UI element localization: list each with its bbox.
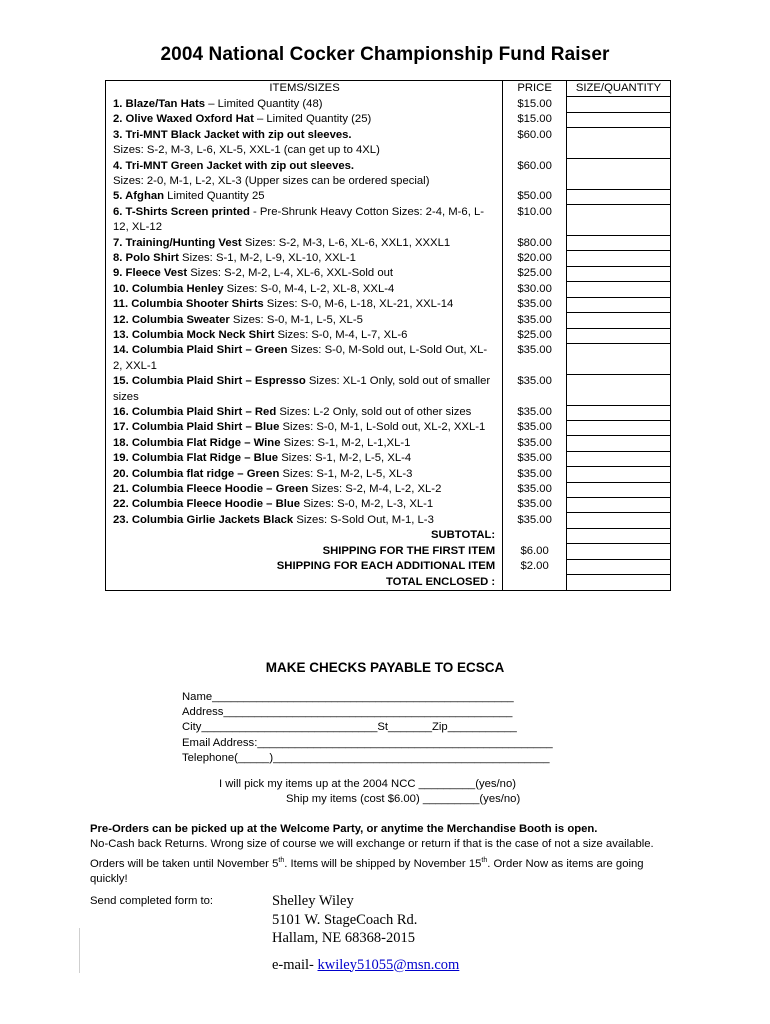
policy-text-3: . Order Now as items are going quickly! <box>90 857 644 885</box>
size-quantity-cell[interactable] <box>567 251 671 266</box>
item-name: 2. Olive Waxed Oxford Hat <box>113 113 254 126</box>
item-name: 3. Tri-MNT Black Jacket with zip out sleeves. <box>113 128 352 141</box>
summary-label: SHIPPING FOR EACH ADDITIONAL ITEM <box>106 559 503 574</box>
item-cell <box>106 313 503 328</box>
item-name: 9. Fleece Vest <box>113 267 188 280</box>
item-detail: Sizes: S-1, M-2, L-5, XL-4 <box>278 452 412 465</box>
item-detail: Sizes: 2-0, M-1, L-2, XL-3 (Upper sizes can be ordered special) <box>113 174 430 187</box>
policy-note <box>90 837 680 887</box>
table-row <box>106 97 671 112</box>
table-row <box>106 420 671 435</box>
size-quantity-cell[interactable] <box>567 436 671 451</box>
item-name: 5. Afghan <box>113 190 165 203</box>
table-header <box>106 81 671 97</box>
item-cell <box>106 128 503 159</box>
send-label: Send completed form to: <box>90 895 214 907</box>
size-quantity-cell[interactable] <box>567 467 671 482</box>
table-row <box>106 128 671 159</box>
item-detail: Sizes: S-1, M-2, L-1,XL-1 <box>280 436 411 449</box>
item-detail: – Limited Quantity (48) <box>205 97 323 110</box>
size-quantity-cell[interactable] <box>567 497 671 512</box>
item-detail: Sizes: S-1, M-2, L-9, XL-10, XXL-1 <box>178 251 356 264</box>
summary-label: SUBTOTAL: <box>106 528 503 543</box>
summary-entry-cell[interactable] <box>567 544 671 559</box>
price-cell: $15.00 <box>503 112 567 127</box>
summary-row <box>106 528 671 543</box>
policy-text-2: . Items will be shipped by November 15 <box>284 857 482 870</box>
summary-entry-cell[interactable] <box>567 528 671 543</box>
price-cell: $35.00 <box>503 297 567 312</box>
item-detail: Sizes: S-2, M-3, L-6, XL-6, XXL1, XXXL1 <box>241 236 451 249</box>
table-row <box>106 159 671 190</box>
item-detail: Sizes: S-2, M-4, L-2, XL-2 <box>308 483 442 496</box>
item-name: 6. T-Shirts Screen printed <box>113 205 250 218</box>
item-name: 23. Columbia Girlie Jackets Black <box>113 513 294 526</box>
table-row <box>106 236 671 251</box>
size-quantity-cell[interactable] <box>567 112 671 127</box>
checks-payable-heading: MAKE CHECKS PAYABLE TO ECSCA <box>265 660 505 675</box>
item-detail: Sizes: XL-1 Only, sold out of smaller sizes <box>113 375 491 403</box>
price-cell: $50.00 <box>503 189 567 204</box>
price-cell: $35.00 <box>503 436 567 451</box>
item-detail: Sizes: S-Sold Out, M-1, L-3 <box>293 513 434 526</box>
item-detail: Sizes: S-1, M-2, L-5, XL-3 <box>279 467 413 480</box>
size-quantity-cell[interactable] <box>567 513 671 528</box>
table-row <box>106 313 671 328</box>
telephone-field[interactable]: Telephone(_____)____________________________________________ <box>182 751 550 764</box>
item-detail: - Pre-Shrunk Heavy Cotton Sizes: 2-4, M-6, L-12, XL-12 <box>113 205 485 234</box>
size-quantity-cell[interactable] <box>567 405 671 420</box>
item-detail: Sizes: S-0, M-2, L-3, XL-1 <box>300 498 434 511</box>
item-detail: Sizes: S-2, M-3, L-6, XL-5, XXL-1 (can get up to 4XL) <box>113 144 380 157</box>
item-detail: Sizes: S-2, M-2, L-4, XL-6, XXL-Sold out <box>187 267 394 280</box>
summary-price <box>503 575 567 591</box>
price-cell: $60.00 <box>503 159 567 190</box>
contact-street: 5101 W. StageCoach Rd. <box>272 911 418 928</box>
contact-email-line <box>272 956 459 975</box>
delivery-options <box>0 777 770 807</box>
order-table <box>105 80 671 591</box>
table-row <box>106 112 671 127</box>
summary-row <box>106 575 671 591</box>
item-detail: Sizes: S-0, M-Sold out, L-Sold Out, XL-2, XXL-1 <box>113 344 488 372</box>
item-name: 19. Columbia Flat Ridge – Blue <box>113 452 279 465</box>
price-cell: $30.00 <box>503 282 567 297</box>
email-link[interactable]: kwiley51055@msn.com <box>317 956 460 973</box>
price-cell: $35.00 <box>503 513 567 528</box>
size-quantity-cell[interactable] <box>567 97 671 112</box>
size-quantity-cell[interactable] <box>567 420 671 435</box>
item-cell <box>106 497 503 512</box>
item-name: 20. Columbia flat ridge – Green <box>113 467 280 480</box>
item-cell <box>106 482 503 497</box>
item-name: 7. Training/Hunting Vest <box>113 236 242 249</box>
table-row <box>106 266 671 281</box>
city-state-zip-field[interactable]: City____________________________St_______Zip___________ <box>182 721 517 734</box>
table-row <box>106 451 671 466</box>
price-cell: $35.00 <box>503 420 567 435</box>
item-cell <box>106 420 503 435</box>
preorder-note: Pre-Orders can be picked up at the Welcome Party, or anytime the Merchandise Booth is open. <box>90 823 598 835</box>
item-detail: Sizes: S-0, M-6, L-18, XL-21, XXL-14 <box>263 298 454 311</box>
item-cell <box>106 343 503 374</box>
table-row <box>106 297 671 312</box>
price-cell: $35.00 <box>503 374 567 405</box>
size-quantity-cell[interactable] <box>567 159 671 190</box>
email-prefix: e-mail- <box>272 956 318 973</box>
item-name: 18. Columbia Flat Ridge – Wine <box>113 436 281 449</box>
price-cell: $35.00 <box>503 405 567 420</box>
item-name: 21. Columbia Fleece Hoodie – Green <box>113 483 309 496</box>
item-cell <box>106 436 503 451</box>
table-row <box>106 436 671 451</box>
page-title: 2004 National Cocker Championship Fund Raiser <box>160 44 610 65</box>
item-cell <box>106 189 503 204</box>
item-detail: Sizes: S-0, M-1, L-Sold out, XL-2, XXL-1 <box>279 421 486 434</box>
item-name: 10. Columbia Henley <box>113 282 224 295</box>
size-quantity-cell[interactable] <box>567 266 671 281</box>
item-cell <box>106 112 503 127</box>
address-field[interactable]: Address______________________________________________ <box>182 706 513 719</box>
item-cell <box>106 282 503 297</box>
table-row <box>106 467 671 482</box>
size-quantity-cell[interactable] <box>567 189 671 204</box>
price-cell: $15.00 <box>503 97 567 112</box>
item-name: 12. Columbia Sweater <box>113 313 230 326</box>
item-name: 22. Columbia Fleece Hoodie – Blue <box>113 498 301 511</box>
item-cell <box>106 405 503 420</box>
table-row <box>106 482 671 497</box>
price-cell: $35.00 <box>503 497 567 512</box>
item-cell <box>106 205 503 236</box>
item-name: 17. Columbia Plaid Shirt – Blue <box>113 421 280 434</box>
item-detail: Limited Quantity 25 <box>164 190 265 203</box>
pickup-option[interactable]: I will pick my items up at the 2004 NCC _________(yes/no) <box>219 778 517 790</box>
item-detail: Sizes: S-0, M-4, L-2, XL-8, XXL-4 <box>223 282 395 295</box>
email-field[interactable]: Email Address:_______________________________________________ <box>182 736 553 749</box>
summary-label: SHIPPING FOR THE FIRST ITEM <box>106 544 503 559</box>
table-row <box>106 497 671 512</box>
price-cell: $60.00 <box>503 128 567 159</box>
item-cell <box>106 266 503 281</box>
size-quantity-cell[interactable] <box>567 328 671 343</box>
price-cell: $35.00 <box>503 343 567 374</box>
price-cell: $20.00 <box>503 251 567 266</box>
policy-sup-2: th <box>481 856 488 864</box>
summary-entry-cell[interactable] <box>567 575 671 591</box>
table-row <box>106 513 671 528</box>
table-row <box>106 405 671 420</box>
item-cell <box>106 513 503 528</box>
size-quantity-cell[interactable] <box>567 313 671 328</box>
size-quantity-cell[interactable] <box>567 343 671 374</box>
item-name: 11. Columbia Shooter Shirts <box>113 298 264 311</box>
table-row <box>106 189 671 204</box>
item-cell <box>106 159 503 190</box>
summary-row <box>106 559 671 574</box>
item-cell <box>106 374 503 405</box>
contact-form <box>182 690 553 766</box>
item-name: 14. Columbia Plaid Shirt – Green <box>113 344 288 357</box>
summary-price <box>503 528 567 543</box>
item-cell <box>106 97 503 112</box>
item-name: 16. Columbia Plaid Shirt – Red <box>113 406 277 419</box>
notes <box>90 822 680 887</box>
item-cell <box>106 251 503 266</box>
size-quantity-cell[interactable] <box>567 282 671 297</box>
policy-sup-1: th <box>278 856 285 864</box>
table-row <box>106 328 671 343</box>
item-cell <box>106 451 503 466</box>
summary-label: TOTAL ENCLOSED : <box>106 575 503 591</box>
item-detail: Sizes: S-0, M-4, L-7, XL-6 <box>274 329 408 341</box>
price-cell: $10.00 <box>503 205 567 236</box>
item-detail: Sizes: L-2 Only, sold out of other sizes <box>276 406 472 419</box>
item-cell <box>106 467 503 482</box>
item-name: 4. Tri-MNT Green Jacket with zip out sleeves. <box>113 159 355 172</box>
price-cell: $35.00 <box>503 451 567 466</box>
margin-rule <box>79 928 80 973</box>
table-row <box>106 343 671 374</box>
size-quantity-cell[interactable] <box>567 482 671 497</box>
item-cell <box>106 328 503 343</box>
summary-entry-cell[interactable] <box>567 559 671 574</box>
item-detail: Sizes: S-0, M-1, L-5, XL-5 <box>229 313 363 326</box>
item-name: 13. Columbia Mock Neck Shirt <box>113 329 275 341</box>
contact-name: Shelley Wiley <box>272 893 354 909</box>
size-quantity-cell[interactable] <box>567 205 671 236</box>
item-detail: – Limited Quantity (25) <box>253 113 372 126</box>
table-row <box>106 282 671 297</box>
item-cell <box>106 297 503 312</box>
table-row <box>106 205 671 236</box>
name-field[interactable]: Name________________________________________________ <box>182 691 514 703</box>
size-quantity-cell[interactable] <box>567 374 671 405</box>
summary-row <box>106 544 671 559</box>
summary-price: $2.00 <box>503 559 567 574</box>
price-cell: $25.00 <box>503 266 567 281</box>
contact-city: Hallam, NE 68368-2015 <box>272 930 415 946</box>
size-quantity-cell[interactable] <box>567 128 671 159</box>
size-quantity-cell[interactable] <box>567 297 671 312</box>
size-quantity-cell[interactable] <box>567 236 671 251</box>
items-header: ITEMS/SIZES <box>106 81 503 97</box>
price-cell: $35.00 <box>503 482 567 497</box>
size-quantity-header: SIZE/QUANTITY <box>567 81 671 97</box>
size-quantity-cell[interactable] <box>567 451 671 466</box>
ship-option[interactable]: Ship my items (cost $6.00) _________(yes/no) <box>286 793 521 806</box>
price-cell: $80.00 <box>503 236 567 251</box>
price-header: PRICE <box>503 81 567 97</box>
table-row <box>106 251 671 266</box>
price-cell: $25.00 <box>503 328 567 343</box>
item-name: 8. Polo Shirt <box>113 251 179 264</box>
item-name: 1. Blaze/Tan Hats <box>113 97 206 110</box>
price-cell: $35.00 <box>503 467 567 482</box>
mailing-address <box>272 892 459 974</box>
summary-price: $6.00 <box>503 544 567 559</box>
item-name: 15. Columbia Plaid Shirt – Espresso <box>113 375 306 388</box>
price-cell: $35.00 <box>503 313 567 328</box>
item-cell <box>106 236 503 251</box>
table-row <box>106 374 671 405</box>
policy-text-1: No-Cash back Returns. Wrong size of course we will exchange or return if that is the case of not a size available. Orders will be taken until November 5 <box>90 838 654 870</box>
